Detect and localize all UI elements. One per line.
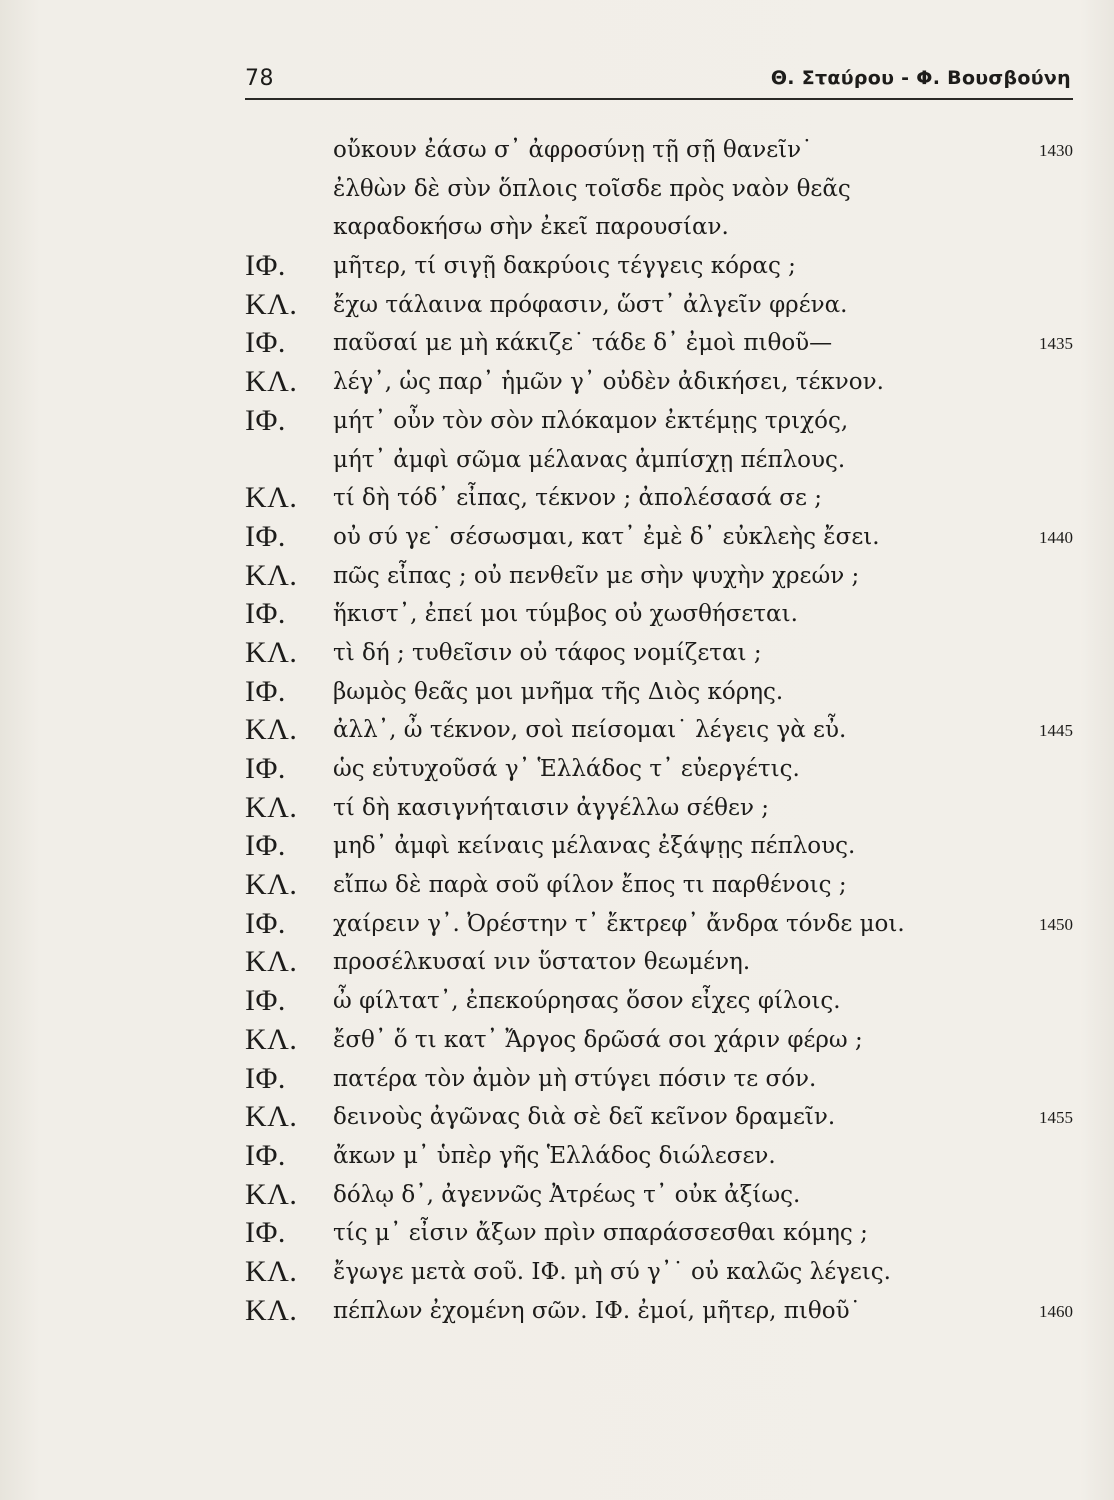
verse-text: μῆτερ, τί σιγῇ δακρύοις τέγγεις κόρας ; (333, 253, 796, 280)
running-head: Θ. Σταύρου - Φ. Βουσβούνη (770, 67, 1071, 89)
verse-text: τί δὴ κασιγνήταισιν ἀγγέλλω σέθεν ; (333, 794, 769, 821)
line-number: 1455 (1039, 1108, 1073, 1128)
line-number: 1430 (1039, 141, 1073, 160)
verse-line (245, 1098, 1085, 1137)
speaker-label: ΙΦ. (245, 249, 286, 283)
verse-text: καραδοκήσω σὴν ἐκεῖ παρουσίαν. (333, 214, 729, 241)
verse-text: τίς μ᾽ εἶσιν ἄξων πρὶν σπαράσσεσθαι κόμης ; (333, 1220, 868, 1247)
verse-text: παῦσαί με μὴ κάκιζε˙ τάδε δ᾽ ἐμοὶ πιθοῦ— (333, 330, 833, 357)
speaker-label: ΚΛ. (245, 868, 298, 902)
line-number: 1435 (1039, 334, 1073, 354)
speaker-label: ΙΦ. (245, 403, 286, 437)
verse-line (245, 673, 1085, 712)
verse-line (245, 479, 1085, 518)
verse-text: τὶ δή ; τυθεῖσιν οὐ τάφος νομίζεται ; (333, 639, 762, 666)
verse-line (245, 1214, 1085, 1253)
speaker-label: ΙΦ. (245, 1216, 286, 1250)
verse-line (245, 1176, 1085, 1215)
verse-text: εἴπω δὲ παρὰ σοῦ φίλον ἔπος τι παρθένοις ; (333, 872, 847, 899)
verse-line (245, 208, 1085, 247)
speaker-label: ΙΦ. (245, 674, 286, 708)
speaker-label: ΙΦ. (245, 829, 286, 863)
verse-text: ἔχω τάλαινα πρόφασιν, ὥστ᾽ ἀλγεῖν φρένα. (333, 291, 848, 318)
line-number: 1450 (1039, 914, 1073, 934)
speaker-label: ΚΛ. (245, 713, 298, 747)
speaker-label: ΙΦ. (245, 1138, 286, 1172)
speaker-label: ΙΦ. (245, 752, 286, 785)
verse-line (245, 402, 1085, 441)
verse-text: λέγ᾽, ὡς παρ᾽ ἡμῶν γ᾽ οὐδὲν ἀδικήσει, τέκνον. (333, 369, 884, 396)
verse-line (245, 131, 1085, 170)
speaker-label: ΚΛ. (245, 481, 298, 515)
speaker-label: ΚΛ. (245, 1100, 298, 1134)
verse-line (245, 363, 1085, 402)
verse-line (245, 905, 1085, 944)
verse-line (245, 170, 1085, 209)
speaker-label: ΚΛ. (245, 1254, 298, 1288)
verse-line (245, 827, 1085, 866)
verse-text: μήτ᾽ οὖν τὸν σὸν πλόκαμον ἐκτέμῃς τριχός, (333, 407, 849, 434)
verse-text: οὔκουν ἐάσω σ᾽ ἀφροσύνῃ τῇ σῇ θανεῖν˙ (333, 137, 813, 163)
verse-text: προσέλκυσαί νιν ὕστατον θεωμένη. (333, 949, 751, 976)
verse-lines (245, 131, 1085, 1330)
speaker-label: ΚΛ. (245, 558, 298, 592)
verse-line (245, 286, 1085, 325)
verse-line (245, 750, 1085, 789)
verse-line (245, 1292, 1085, 1331)
line-number: 1440 (1039, 527, 1073, 547)
speaker-label: ΚΛ. (245, 365, 298, 399)
verse-line (245, 943, 1085, 982)
verse-line (245, 1137, 1085, 1176)
speaker-label: ΚΛ. (245, 790, 298, 824)
verse-line (245, 1253, 1085, 1292)
speaker-label: ΚΛ. (245, 635, 298, 669)
verse-line (245, 634, 1085, 673)
speaker-label: ΚΛ. (245, 287, 298, 321)
verse-line (245, 711, 1085, 750)
verse-text: χαίρειν γ᾽. Ὀρέστην τ᾽ ἔκτρεφ᾽ ἄνδρα τόνδε μοι. (333, 910, 905, 937)
verse-text: ὡς εὐτυχοῦσά γ᾽ Ἑλλάδος τ᾽ εὐεργέτις. (333, 756, 800, 782)
speaker-label: ΚΛ. (245, 945, 298, 979)
line-number: 1460 (1039, 1301, 1073, 1321)
verse-line (245, 441, 1085, 480)
speaker-label: ΚΛ. (245, 1177, 298, 1211)
verse-line (245, 247, 1085, 286)
line-number: 1445 (1039, 721, 1073, 741)
verse-text: ἄκων μ᾽ ὑπὲρ γῆς Ἑλλάδος διώλεσεν. (333, 1142, 776, 1169)
verse-text: ἔσθ᾽ ὅ τι κατ᾽ Ἄργος δρῶσά σοι χάριν φέρω ; (333, 1026, 863, 1053)
verse-line (245, 982, 1085, 1021)
verse-text: δεινοὺς ἀγῶνας διὰ σὲ δεῖ κεῖνον δραμεῖν. (333, 1104, 836, 1131)
speaker-label: ΙΦ. (245, 597, 286, 631)
verse-line (245, 595, 1085, 634)
verse-text: πῶς εἶπας ; οὐ πενθεῖν με σὴν ψυχὴν χρεών ; (333, 562, 860, 589)
speaker-label: ΙΦ. (245, 326, 286, 360)
verse-text: πατέρα τὸν ἀμὸν μὴ στύγει πόσιν τε σόν. (333, 1065, 817, 1092)
verse-line (245, 1021, 1085, 1060)
verse-text: βωμὸς θεᾶς μοι μνῆμα τῆς Διὸς κόρης. (333, 678, 784, 705)
verse-text: τί δὴ τόδ᾽ εἶπας, τέκνον ; ἀπολέσασά σε ; (333, 485, 822, 512)
verse-line (245, 518, 1085, 557)
verse-text: ἥκιστ᾽, ἐπεί μοι τύμβος οὐ χωσθήσεται. (333, 601, 798, 628)
speaker-label: ΙΦ. (245, 1061, 286, 1095)
verse-text: μηδ᾽ ἀμφὶ κείναις μέλανας ἐξάψῃς πέπλους. (333, 833, 856, 860)
verse-line (245, 1060, 1085, 1099)
verse-line (245, 324, 1085, 363)
verse-line (245, 789, 1085, 828)
verse-text: δόλῳ δ᾽, ἀγεννῶς Ἀτρέως τ᾽ οὐκ ἀξίως. (333, 1181, 801, 1208)
speaker-label: ΙΦ. (245, 906, 286, 940)
speaker-label: ΙΦ. (245, 519, 286, 553)
page-number: 78 (245, 66, 274, 91)
verse-text: ἐλθὼν δὲ σὺν ὅπλοις τοῖσδε πρὸς ναὸν θεᾶς (333, 175, 851, 202)
speaker-label: ΚΛ. (245, 1293, 298, 1327)
page-header (245, 64, 1073, 100)
verse-line (245, 866, 1085, 905)
verse-text: μήτ᾽ ἀμφὶ σῶμα μέλανας ἀμπίσχῃ πέπλους. (333, 446, 846, 473)
verse-text: ὦ φίλτατ᾽, ἐπεκούρησας ὅσον εἶχες φίλοις. (333, 988, 841, 1015)
verse-text: ἔγωγε μετὰ σοῦ. ΙΦ. μὴ σύ γ᾽˙ οὐ καλῶς λέγεις. (333, 1258, 891, 1285)
verse-text: ἀλλ᾽, ὦ τέκνον, σοὶ πείσομαι˙ λέγεις γὰ εὖ. (333, 717, 847, 744)
verse-text: πέπλων ἐχομένη σῶν. ΙΦ. ἐμοί, μῆτερ, πιθοῦ˙ (333, 1297, 862, 1324)
verse-text: οὐ σύ γε˙ σέσωσμαι, κατ᾽ ἐμὲ δ᾽ εὐκλεὴς ἔσει. (333, 523, 880, 550)
speaker-label: ΙΦ. (245, 984, 286, 1018)
speaker-label: ΚΛ. (245, 1022, 298, 1056)
verse-line (245, 557, 1085, 596)
